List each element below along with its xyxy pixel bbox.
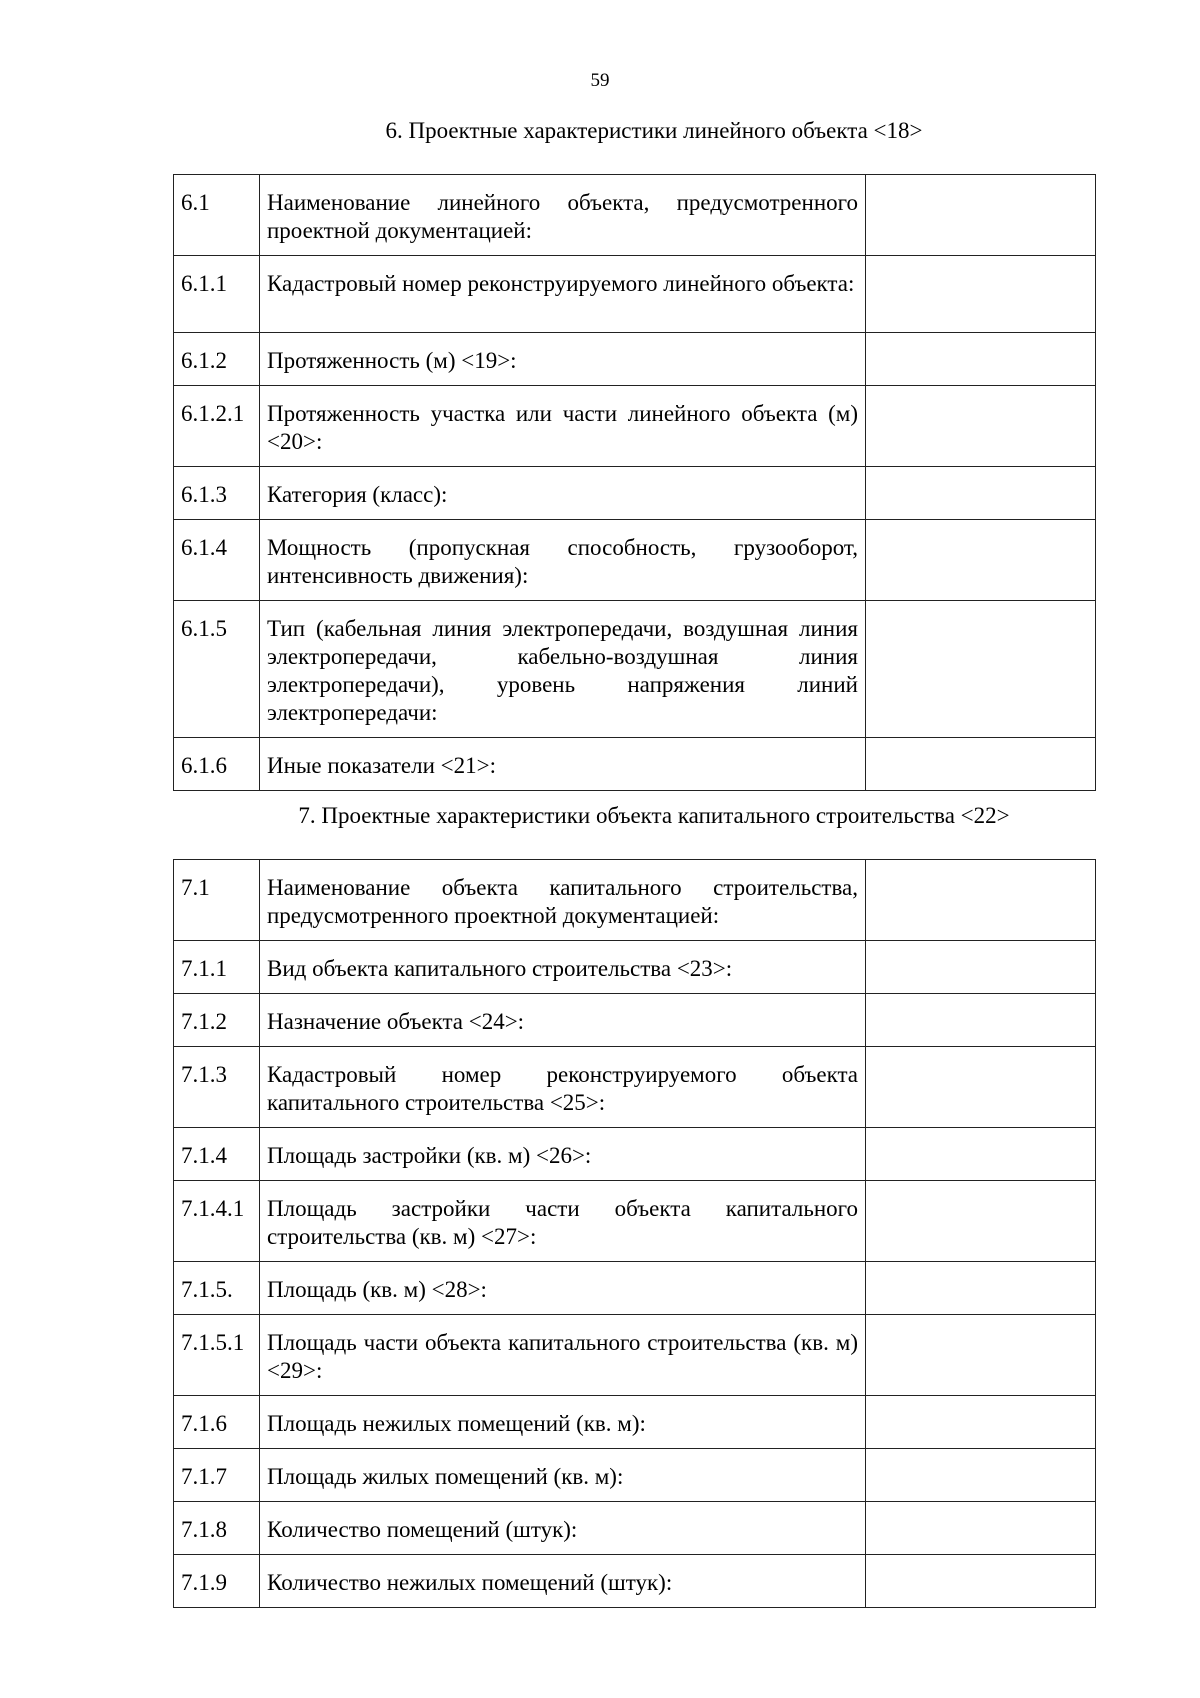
row-label: Количество помещений (штук): [260, 1502, 866, 1555]
row-number: 6.1.2.1 [174, 386, 260, 467]
row-value-cell[interactable] [866, 941, 1096, 994]
row-number: 7.1.4.1 [174, 1181, 260, 1262]
table-row [174, 1047, 1096, 1128]
table-row [174, 601, 1096, 738]
row-label: Количество нежилых помещений (штук): [260, 1555, 866, 1608]
row-label: Протяженность (м) <19>: [260, 333, 866, 386]
row-value-cell[interactable] [866, 738, 1096, 791]
row-value-cell[interactable] [866, 1315, 1096, 1396]
row-value-cell[interactable] [866, 601, 1096, 738]
table-row [174, 175, 1096, 256]
table-row [174, 467, 1096, 520]
row-label: Мощность (пропускная способность, грузооборот, интенсивность движения): [260, 520, 866, 601]
row-label: Кадастровый номер реконструируемого линейного объекта: [260, 256, 866, 333]
table-row [174, 1502, 1096, 1555]
row-label: Кадастровый номер реконструируемого объекта капитального строительства <25>: [260, 1047, 866, 1128]
row-number: 6.1.1 [174, 256, 260, 333]
row-value-cell[interactable] [866, 1396, 1096, 1449]
table-row [174, 256, 1096, 333]
row-number: 7.1.8 [174, 1502, 260, 1555]
row-number: 7.1.7 [174, 1449, 260, 1502]
row-label: Протяженность участка или части линейного объекта (м) <20>: [260, 386, 866, 467]
table-row [174, 941, 1096, 994]
section-6-title: 6. Проектные характеристики линейного объекта <18> [385, 118, 923, 143]
row-number: 7.1.6 [174, 1396, 260, 1449]
table-row [174, 1181, 1096, 1262]
row-number: 6.1 [174, 175, 260, 256]
row-label: Тип (кабельная линия электропередачи, воздушная линия электропередачи, кабельно-воздушная линия электропередачи), уровень напряжения линий электропередачи: [260, 601, 866, 738]
row-value-cell[interactable] [866, 175, 1096, 256]
row-value-cell[interactable] [866, 256, 1096, 333]
row-value-cell[interactable] [866, 1128, 1096, 1181]
table-row [174, 1449, 1096, 1502]
row-number: 7.1.5.1 [174, 1315, 260, 1396]
row-label: Площадь части объекта капитального строительства (кв. м) <29>: [260, 1315, 866, 1396]
section-7-table [173, 859, 1096, 1608]
row-label: Иные показатели <21>: [260, 738, 866, 791]
row-number: 6.1.3 [174, 467, 260, 520]
row-value-cell[interactable] [866, 994, 1096, 1047]
row-value-cell[interactable] [866, 386, 1096, 467]
table-row [174, 1315, 1096, 1396]
row-label: Наименование линейного объекта, предусмотренного проектной документацией: [260, 175, 866, 256]
page-number: 59 [590, 70, 610, 91]
row-value-cell[interactable] [866, 1181, 1096, 1262]
row-label: Вид объекта капитального строительства <23>: [260, 941, 866, 994]
table-row [174, 1396, 1096, 1449]
row-label: Площадь (кв. м) <28>: [260, 1262, 866, 1315]
row-number: 7.1.9 [174, 1555, 260, 1608]
row-label: Категория (класс): [260, 467, 866, 520]
row-value-cell[interactable] [866, 467, 1096, 520]
section-7-title: 7. Проектные характеристики объекта капитального строительства <22> [298, 803, 1010, 828]
row-number: 6.1.2 [174, 333, 260, 386]
row-label: Площадь нежилых помещений (кв. м): [260, 1396, 866, 1449]
section-6-table [173, 174, 1096, 791]
table-row [174, 738, 1096, 791]
row-label: Назначение объекта <24>: [260, 994, 866, 1047]
row-label: Площадь застройки части объекта капитального строительства (кв. м) <27>: [260, 1181, 866, 1262]
row-number: 6.1.5 [174, 601, 260, 738]
row-number: 6.1.6 [174, 738, 260, 791]
row-value-cell[interactable] [866, 1047, 1096, 1128]
row-value-cell[interactable] [866, 333, 1096, 386]
table-row [174, 1555, 1096, 1608]
row-label: Площадь жилых помещений (кв. м): [260, 1449, 866, 1502]
row-value-cell[interactable] [866, 1262, 1096, 1315]
row-label: Площадь застройки (кв. м) <26>: [260, 1128, 866, 1181]
row-number: 7.1.2 [174, 994, 260, 1047]
row-number: 7.1.1 [174, 941, 260, 994]
table-row [174, 1262, 1096, 1315]
table-row [174, 1128, 1096, 1181]
row-value-cell[interactable] [866, 520, 1096, 601]
row-number: 7.1.4 [174, 1128, 260, 1181]
row-value-cell[interactable] [866, 1502, 1096, 1555]
table-row [174, 520, 1096, 601]
table-row [174, 860, 1096, 941]
row-value-cell[interactable] [866, 1449, 1096, 1502]
row-number: 7.1.5. [174, 1262, 260, 1315]
table-row [174, 994, 1096, 1047]
row-value-cell[interactable] [866, 860, 1096, 941]
table-row [174, 333, 1096, 386]
table-row [174, 386, 1096, 467]
row-number: 7.1.3 [174, 1047, 260, 1128]
row-value-cell[interactable] [866, 1555, 1096, 1608]
row-number: 6.1.4 [174, 520, 260, 601]
row-label: Наименование объекта капитального строительства, предусмотренного проектной документацией: [260, 860, 866, 941]
row-number: 7.1 [174, 860, 260, 941]
